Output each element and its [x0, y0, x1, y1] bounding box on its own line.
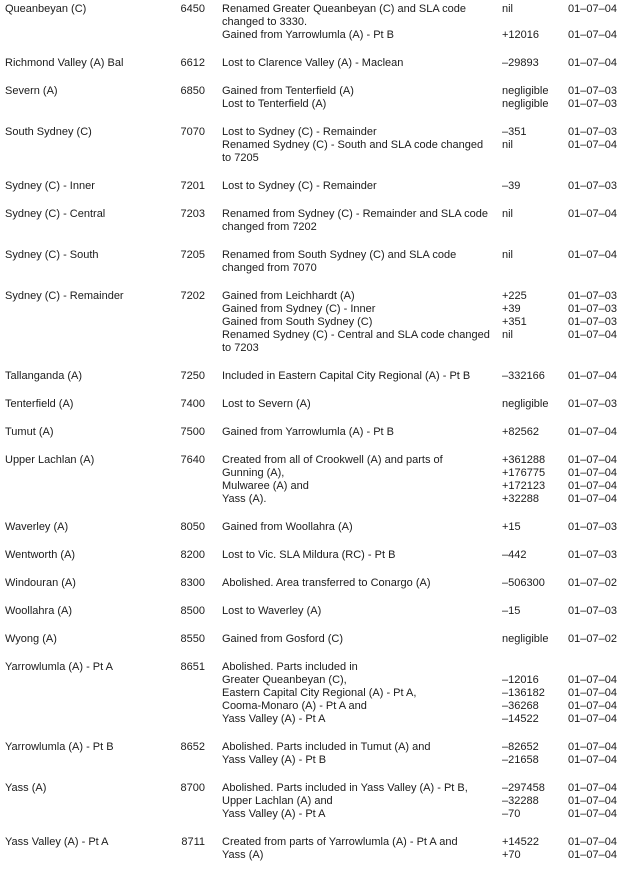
value-cell: –136182 — [502, 687, 545, 699]
table-line — [5, 398, 620, 411]
table-line — [5, 249, 620, 262]
table-line — [5, 741, 620, 754]
date-cell: 01–07–03 — [568, 180, 617, 192]
date-cell: 01–07–03 — [568, 605, 617, 617]
table-row-group — [5, 549, 620, 562]
area-name-cell: Wentworth (A) — [5, 549, 76, 561]
date-cell: 01–07–04 — [568, 208, 617, 220]
value-cell: +351 — [502, 316, 527, 328]
description-cell: Gained from South Sydney (C) — [222, 316, 373, 328]
description-cell: Cooma-Monaro (A) - Pt A and — [222, 700, 367, 712]
sla-code-cell: 6612 — [180, 57, 205, 69]
description-cell: Abolished. Parts included in — [222, 661, 358, 673]
date-cell: 01–07–04 — [568, 782, 617, 794]
sla-code-cell — [180, 98, 212, 111]
date-cell — [568, 152, 620, 165]
date-cell: 01–07–02 — [568, 577, 617, 589]
sla-code-cell — [180, 849, 212, 862]
date-cell — [568, 262, 620, 275]
table-line — [5, 467, 620, 480]
value-cell: –39 — [502, 180, 521, 192]
description-cell: Lost to Clarence Valley (A) - Maclean — [222, 57, 404, 69]
area-name-cell — [5, 262, 180, 275]
value-cell: +361288 — [502, 454, 546, 466]
value-cell: +32288 — [502, 493, 540, 505]
value-cell — [502, 342, 568, 355]
value-cell: –82652 — [502, 741, 539, 753]
sla-code-cell: 7250 — [180, 370, 205, 382]
value-cell: negligible — [502, 398, 549, 410]
table-line — [5, 713, 620, 726]
table-line — [5, 795, 620, 808]
value-cell: –21658 — [502, 754, 539, 766]
description-cell: to 7203 — [222, 342, 259, 354]
value-cell: +70 — [502, 849, 521, 861]
value-cell: nil — [502, 208, 514, 220]
area-name-cell — [5, 713, 180, 726]
value-cell: –14522 — [502, 713, 539, 725]
date-cell: 01–07–04 — [568, 700, 617, 712]
table-line — [5, 208, 620, 221]
sla-code-cell: 8500 — [180, 605, 205, 617]
area-name-cell — [5, 493, 180, 506]
table-row-group — [5, 180, 620, 193]
table-row-group — [5, 370, 620, 383]
table-line — [5, 139, 620, 152]
sla-code-cell — [180, 221, 212, 234]
value-cell: negligible — [502, 98, 549, 110]
table-line — [5, 549, 620, 562]
sla-code-cell — [180, 713, 212, 726]
area-name-cell — [5, 342, 180, 355]
table-row-group — [5, 398, 620, 411]
description-cell: Abolished. Parts included in Yass Valley (A) - Pt B, — [222, 782, 468, 794]
sla-code-cell — [180, 342, 212, 355]
table-line — [5, 303, 620, 316]
sla-code-cell — [180, 700, 212, 713]
date-cell: 01–07–04 — [568, 754, 617, 766]
description-cell: Lost to Sydney (C) - Remainder — [222, 126, 377, 138]
value-cell: –36268 — [502, 700, 539, 712]
area-name-cell — [5, 303, 180, 316]
area-name-cell: Richmond Valley (A) Bal — [5, 57, 124, 69]
sla-code-cell — [180, 29, 212, 42]
sla-code-cell: 8050 — [180, 521, 205, 533]
sla-code-cell: 8700 — [180, 782, 205, 794]
value-cell — [502, 661, 568, 674]
table-line — [5, 57, 620, 70]
date-cell: 01–07–03 — [568, 290, 617, 302]
value-cell: +15 — [502, 521, 521, 533]
area-name-cell: Sydney (C) - Inner — [5, 180, 95, 192]
table-line — [5, 370, 620, 383]
description-cell: Yass Valley (A) - Pt A — [222, 808, 326, 820]
area-name-cell: Yarrowlumla (A) - Pt A — [5, 661, 113, 673]
date-cell: 01–07–04 — [568, 454, 617, 466]
description-cell: Gained from Tenterfield (A) — [222, 85, 354, 97]
value-cell: –442 — [502, 549, 527, 561]
date-cell: 01–07–03 — [568, 549, 617, 561]
sla-code-cell: 7400 — [180, 398, 205, 410]
table-line — [5, 290, 620, 303]
value-cell — [502, 16, 568, 29]
value-cell: –29893 — [502, 57, 539, 69]
sla-code-cell — [180, 139, 212, 152]
sla-code-cell — [180, 262, 212, 275]
area-name-cell — [5, 98, 180, 111]
sla-code-cell — [180, 316, 212, 329]
sla-code-cell — [180, 795, 212, 808]
value-cell: negligible — [502, 85, 549, 97]
date-cell: 01–07–02 — [568, 633, 617, 645]
sla-code-cell: 6850 — [180, 85, 205, 97]
value-cell: –351 — [502, 126, 527, 138]
table-line — [5, 98, 620, 111]
sla-code-cell: 7205 — [180, 249, 205, 261]
area-name-cell: Upper Lachlan (A) — [5, 454, 95, 466]
table-row-group — [5, 521, 620, 534]
description-cell: Greater Queanbeyan (C), — [222, 674, 347, 686]
date-cell: 01–07–03 — [568, 85, 617, 97]
date-cell: 01–07–03 — [568, 398, 617, 410]
description-cell: Lost to Sydney (C) - Remainder — [222, 180, 377, 192]
date-cell: 01–07–04 — [568, 370, 617, 382]
description-cell: Upper Lachlan (A) and — [222, 795, 333, 807]
area-name-cell: Tumut (A) — [5, 426, 54, 438]
value-cell: +14522 — [502, 836, 540, 848]
area-name-cell: South Sydney (C) — [5, 126, 92, 138]
table-line — [5, 521, 620, 534]
area-name-cell — [5, 674, 180, 687]
description-cell: to 7205 — [222, 152, 259, 164]
table-line — [5, 674, 620, 687]
sla-code-cell: 8711 — [181, 836, 205, 848]
value-cell: +82562 — [502, 426, 540, 438]
date-cell: 01–07–03 — [568, 126, 617, 138]
table-line — [5, 329, 620, 342]
sla-code-cell: 8550 — [180, 633, 205, 645]
description-cell: Yass (A). — [222, 493, 267, 505]
sla-code-cell — [180, 754, 212, 767]
date-cell: 01–07–04 — [568, 139, 617, 151]
table-line — [5, 454, 620, 467]
table-line — [5, 661, 620, 674]
sla-code-cell: 8200 — [180, 549, 205, 561]
value-cell: –297458 — [502, 782, 545, 794]
description-cell: Renamed Greater Queanbeyan (C) and SLA code — [222, 3, 466, 15]
area-name-cell — [5, 316, 180, 329]
table-line — [5, 3, 620, 16]
description-cell: Yass Valley (A) - Pt A — [222, 713, 326, 725]
table-row-group — [5, 605, 620, 618]
table-line — [5, 29, 620, 42]
table-row-group — [5, 577, 620, 590]
date-cell — [568, 342, 620, 355]
date-cell: 01–07–04 — [568, 713, 617, 725]
table-row-group — [5, 290, 620, 355]
area-name-cell: Yarrowlumla (A) - Pt B — [5, 741, 114, 753]
table-line — [5, 700, 620, 713]
date-cell — [568, 661, 620, 674]
description-cell: Gunning (A), — [222, 467, 285, 479]
table-line — [5, 316, 620, 329]
area-name-cell — [5, 152, 180, 165]
description-cell: Renamed from Sydney (C) - Remainder and SLA code — [222, 208, 488, 220]
sla-code-cell — [180, 480, 212, 493]
sla-code-cell: 6450 — [180, 3, 205, 15]
description-cell: Renamed Sydney (C) - Central and SLA code changed — [222, 329, 490, 341]
sla-code-cell — [180, 152, 212, 165]
table-line — [5, 782, 620, 795]
sla-code-cell — [180, 16, 212, 29]
table-line — [5, 808, 620, 821]
sla-code-cell — [180, 303, 212, 316]
area-name-cell: Sydney (C) - Central — [5, 208, 106, 220]
table-line — [5, 633, 620, 646]
sla-code-cell — [180, 329, 212, 342]
date-cell: 01–07–03 — [568, 303, 617, 315]
date-cell: 01–07–04 — [568, 849, 617, 861]
description-cell: changed from 7070 — [222, 262, 317, 274]
table-row-group — [5, 57, 620, 70]
value-cell — [502, 152, 568, 165]
date-cell: 01–07–04 — [568, 3, 617, 15]
value-cell: +172123 — [502, 480, 546, 492]
table-row-group — [5, 661, 620, 726]
date-cell: 01–07–04 — [568, 741, 617, 753]
description-cell: Mulwaree (A) and — [222, 480, 309, 492]
date-cell: 01–07–04 — [568, 467, 617, 479]
area-name-cell: Severn (A) — [5, 85, 58, 97]
date-cell: 01–07–04 — [568, 329, 617, 341]
description-cell: Gained from Woollahra (A) — [222, 521, 353, 533]
table-row-group — [5, 426, 620, 439]
table-line — [5, 126, 620, 139]
value-cell: –15 — [502, 605, 521, 617]
sla-code-cell: 7500 — [180, 426, 205, 438]
sla-code-cell — [180, 674, 212, 687]
date-cell — [568, 221, 620, 234]
area-name-cell — [5, 754, 180, 767]
sla-code-cell: 7640 — [180, 454, 205, 466]
value-cell — [502, 221, 568, 234]
value-cell: +12016 — [502, 29, 540, 41]
value-cell: –32288 — [502, 795, 539, 807]
area-name-cell — [5, 700, 180, 713]
table-line — [5, 849, 620, 862]
table-row-group — [5, 208, 620, 234]
area-name-cell: Tenterfield (A) — [5, 398, 74, 410]
area-name-cell — [5, 795, 180, 808]
description-cell: Gained from Yarrowlumla (A) - Pt B — [222, 426, 394, 438]
value-cell: nil — [502, 249, 514, 261]
table-row-group — [5, 249, 620, 275]
table-line — [5, 180, 620, 193]
table-line — [5, 85, 620, 98]
value-cell: +176775 — [502, 467, 546, 479]
value-cell: nil — [502, 329, 514, 341]
table-row-group — [5, 741, 620, 767]
table-line — [5, 16, 620, 29]
sla-code-cell: 7070 — [180, 126, 205, 138]
sla-code-cell: 8300 — [180, 577, 205, 589]
area-name-cell — [5, 221, 180, 234]
table-row-group — [5, 454, 620, 506]
description-cell: changed from 7202 — [222, 221, 317, 233]
area-name-cell — [5, 139, 180, 152]
date-cell: 01–07–04 — [568, 687, 617, 699]
date-cell — [568, 16, 620, 29]
area-name-cell: Waverley (A) — [5, 521, 69, 533]
sla-code-cell: 7201 — [180, 180, 205, 192]
sla-code-cell — [180, 467, 212, 480]
area-name-cell: Yass Valley (A) - Pt A — [5, 836, 109, 848]
description-cell: Lost to Severn (A) — [222, 398, 311, 410]
table-row-group — [5, 782, 620, 821]
area-name-cell: Wyong (A) — [5, 633, 57, 645]
table-row-group — [5, 3, 620, 42]
table-row-group — [5, 836, 620, 862]
description-cell: Lost to Vic. SLA Mildura (RC) - Pt B — [222, 549, 396, 561]
value-cell: –70 — [502, 808, 521, 820]
date-cell: 01–07–04 — [568, 836, 617, 848]
table-line — [5, 262, 620, 275]
sla-code-cell — [180, 687, 212, 700]
area-name-cell — [5, 16, 180, 29]
date-cell: 01–07–04 — [568, 249, 617, 261]
sla-code-cell: 7202 — [180, 290, 205, 302]
description-cell: Abolished. Parts included in Tumut (A) and — [222, 741, 431, 753]
sla-code-cell — [180, 808, 212, 821]
date-cell: 01–07–04 — [568, 480, 617, 492]
date-cell: 01–07–03 — [568, 521, 617, 533]
description-cell: Lost to Tenterfield (A) — [222, 98, 327, 110]
description-cell: changed to 3330. — [222, 16, 308, 28]
date-cell: 01–07–03 — [568, 98, 617, 110]
description-cell: Yass (A) — [222, 849, 264, 861]
sla-code-cell: 8651 — [180, 661, 205, 673]
date-cell: 01–07–03 — [568, 316, 617, 328]
date-cell: 01–07–04 — [568, 493, 617, 505]
area-name-cell: Queanbeyan (C) — [5, 3, 87, 15]
date-cell: 01–07–04 — [568, 674, 617, 686]
table-line — [5, 754, 620, 767]
area-name-cell: Woollahra (A) — [5, 605, 73, 617]
table-line — [5, 577, 620, 590]
area-name-cell — [5, 29, 180, 42]
description-cell: Abolished. Area transferred to Conargo (A) — [222, 577, 431, 589]
description-cell: Gained from Leichhardt (A) — [222, 290, 355, 302]
area-name-cell — [5, 687, 180, 700]
table-line — [5, 152, 620, 165]
value-cell — [502, 262, 568, 275]
area-name-cell: Tallanganda (A) — [5, 370, 83, 382]
table-line — [5, 605, 620, 618]
date-cell: 01–07–04 — [568, 426, 617, 438]
value-cell: negligible — [502, 633, 549, 645]
area-name-cell — [5, 329, 180, 342]
description-cell: Created from parts of Yarrowlumla (A) - Pt A and — [222, 836, 458, 848]
value-cell: –506300 — [502, 577, 545, 589]
table-row-group — [5, 126, 620, 165]
table-line — [5, 687, 620, 700]
sla-code-cell: 8652 — [180, 741, 205, 753]
value-cell: –332166 — [502, 370, 545, 382]
table-line — [5, 221, 620, 234]
description-cell: Gained from Sydney (C) - Inner — [222, 303, 376, 315]
sla-code-cell — [180, 493, 212, 506]
area-name-cell: Sydney (C) - Remainder — [5, 290, 124, 302]
table-line — [5, 480, 620, 493]
table-row-group — [5, 633, 620, 646]
area-name-cell — [5, 467, 180, 480]
table-line — [5, 836, 620, 849]
description-cell: Renamed from South Sydney (C) and SLA code — [222, 249, 457, 261]
date-cell: 01–07–04 — [568, 29, 617, 41]
sla-code-cell: 7203 — [180, 208, 205, 220]
description-cell: Eastern Capital City Regional (A) - Pt A, — [222, 687, 417, 699]
table-line — [5, 426, 620, 439]
area-name-cell: Windouran (A) — [5, 577, 76, 589]
area-name-cell: Sydney (C) - South — [5, 249, 99, 261]
description-cell: Gained from Gosford (C) — [222, 633, 344, 645]
value-cell: +225 — [502, 290, 527, 302]
description-cell: Included in Eastern Capital City Regional (A) - Pt B — [222, 370, 471, 382]
date-cell: 01–07–04 — [568, 57, 617, 69]
description-cell: Yass Valley (A) - Pt B — [222, 754, 327, 766]
value-cell: nil — [502, 3, 514, 15]
date-cell: 01–07–04 — [568, 808, 617, 820]
date-cell: 01–07–04 — [568, 795, 617, 807]
description-cell: Lost to Waverley (A) — [222, 605, 322, 617]
description-cell: Created from all of Crookwell (A) and parts of — [222, 454, 443, 466]
area-name-cell — [5, 808, 180, 821]
value-cell: –12016 — [502, 674, 539, 686]
table-row-group — [5, 85, 620, 111]
area-name-cell — [5, 480, 180, 493]
value-cell: nil — [502, 139, 514, 151]
area-name-cell — [5, 849, 180, 862]
description-cell: Gained from Yarrowlumla (A) - Pt B — [222, 29, 394, 41]
description-cell: Renamed Sydney (C) - South and SLA code changed — [222, 139, 484, 151]
value-cell: +39 — [502, 303, 521, 315]
area-name-cell: Yass (A) — [5, 782, 47, 794]
table-line — [5, 493, 620, 506]
table-line — [5, 342, 620, 355]
